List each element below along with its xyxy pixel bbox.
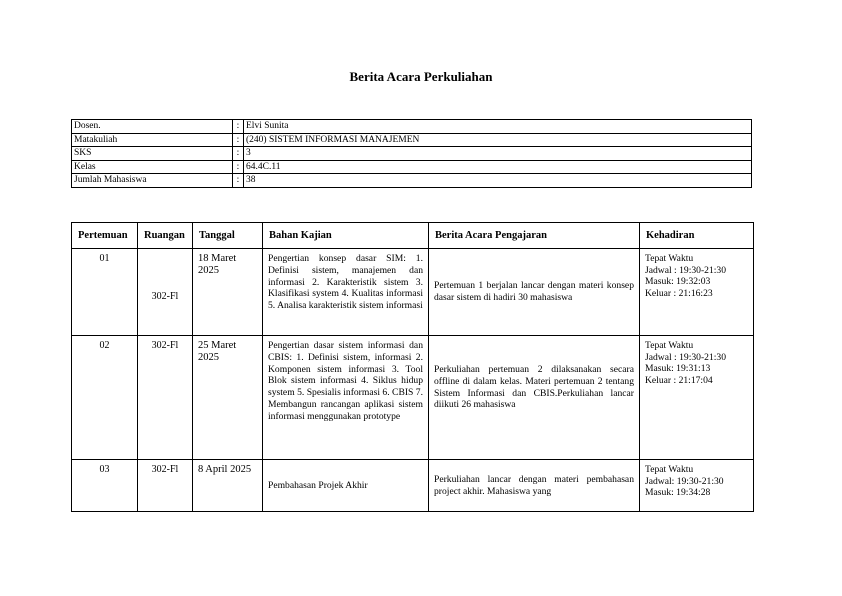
info-row-matakuliah (72, 133, 752, 147)
cell-ruangan: 302-Fl (138, 336, 193, 460)
info-value: 38 (244, 174, 752, 188)
cell-berita-acara: Perkuliahan lancar dengan materi pembahasan project akhir. Mahasiswa yang (429, 460, 640, 512)
cell-tanggal: 25 Maret 2025 (193, 336, 263, 460)
info-separator: : (233, 147, 244, 161)
cell-bahan-kajian: Pengertian konsep dasar SIM: 1. Definisi sistem, manajemen dan informasi 2. Karakteristik sistem 3. Klasifikasi system 4. Kualitas informasi 5. Analisa karakteristik sistem informasi (263, 249, 429, 336)
cell-bahan-kajian: Pembahasan Projek Akhir (263, 460, 429, 512)
info-value: (240) SISTEM INFORMASI MANAJEMEN (244, 133, 752, 147)
cell-pertemuan: 01 (72, 249, 138, 336)
cell-ruangan: 302-Fl (138, 249, 193, 336)
cell-bahan-kajian: Pengertian dasar sistem informasi dan CBIS: 1. Definisi sistem, informasi 2. Komponen sistem informasi 3. Tool Blok sistem informasi 4. Siklus hidup system 5. Spesialis informasi 6. CBIS 7. Membangun rancangan aplikasi sistem informasi menggunakan prototype (263, 336, 429, 460)
course-info-table (71, 119, 752, 188)
cell-tanggal: 18 Maret 2025 (193, 249, 263, 336)
kehadiran-status: Tepat Waktu (645, 253, 694, 264)
info-row-dosen (72, 120, 752, 134)
info-value: 3 (244, 147, 752, 161)
kehadiran-status: Tepat Waktu (645, 464, 694, 475)
page-title: Berita Acara Perkuliahan (349, 69, 493, 84)
kehadiran-keluar: Keluar : 21:17:04 (645, 374, 713, 386)
kehadiran-masuk: Masuk: 19:32:03 (645, 276, 711, 287)
info-row-sks (72, 147, 752, 161)
info-row-jumlah-mahasiswa (72, 174, 752, 188)
table-row (72, 336, 754, 460)
info-value: 64.4C.11 (244, 160, 752, 174)
kehadiran-jadwal: Jadwal : 19:30-21:30 (645, 264, 727, 276)
cell-berita-acara: Pertemuan 1 berjalan lancar dengan materi konsep dasar sistem di hadiri 30 mahasiswa (429, 249, 640, 336)
kehadiran-masuk: Masuk: 19:31:13 (645, 363, 711, 374)
lecture-log-table (71, 222, 754, 512)
kehadiran-keluar: Keluar : 21:16:23 (645, 287, 713, 299)
info-value: Elvi Sunita (244, 120, 752, 134)
info-separator: : (233, 133, 244, 147)
cell-kehadiran (640, 249, 754, 336)
header-tanggal: Tanggal (193, 223, 263, 249)
cell-ruangan: 302-Fl (138, 460, 193, 512)
header-berita-acara: Berita Acara Pengajaran (429, 223, 640, 249)
info-separator: : (233, 160, 244, 174)
kehadiran-status: Tepat Waktu (645, 340, 694, 351)
info-label: Kelas (72, 160, 233, 174)
cell-pertemuan: 02 (72, 336, 138, 460)
kehadiran-jadwal: Jadwal: 19:30-21:30 (645, 475, 724, 487)
header-pertemuan: Pertemuan (72, 223, 138, 249)
header-ruangan: Ruangan (138, 223, 193, 249)
info-separator: : (233, 174, 244, 188)
cell-pertemuan: 03 (72, 460, 138, 512)
table-header-row (72, 223, 754, 249)
info-label: SKS (72, 147, 233, 161)
cell-tanggal: 8 April 2025 (193, 460, 263, 512)
info-label: Matakuliah (72, 133, 233, 147)
cell-kehadiran (640, 336, 754, 460)
kehadiran-masuk: Masuk: 19:34:28 (645, 487, 711, 498)
cell-kehadiran (640, 460, 754, 512)
header-bahan-kajian: Bahan Kajian (263, 223, 429, 249)
info-label: Dosen. (72, 120, 233, 134)
info-label: Jumlah Mahasiswa (72, 174, 233, 188)
header-kehadiran: Kehadiran (640, 223, 754, 249)
info-separator: : (233, 120, 244, 134)
kehadiran-jadwal: Jadwal : 19:30-21:30 (645, 351, 727, 363)
table-row (72, 460, 754, 512)
info-row-kelas (72, 160, 752, 174)
cell-berita-acara: Perkuliahan pertemuan 2 dilaksanakan secara offline di dalam kelas. Materi pertemuan 2 tentang Sistem Informasi dan CBIS.Perkuliahan lancar diikuti 26 mahasiswa (429, 336, 640, 460)
table-row (72, 249, 754, 336)
